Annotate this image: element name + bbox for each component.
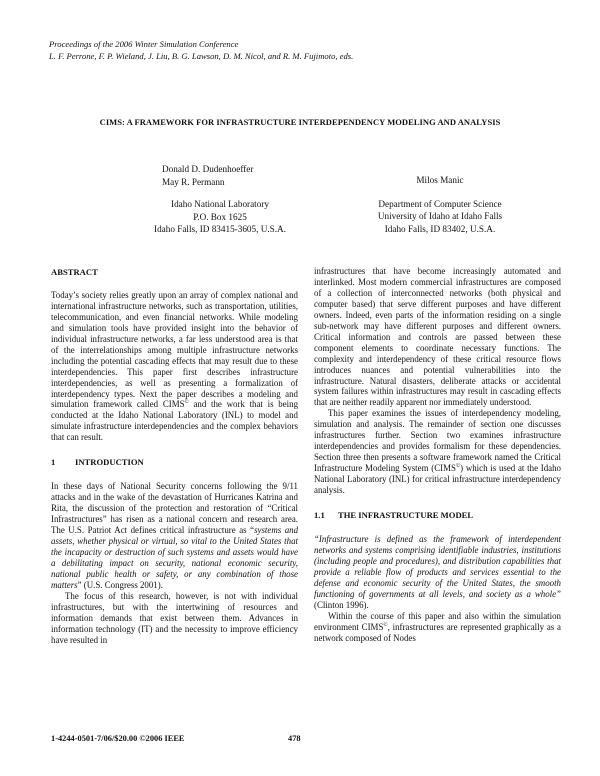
affiliation-left: [120, 198, 320, 236]
authors-right: [330, 174, 550, 235]
affiliation-org: Idaho National Laboratory: [171, 199, 269, 209]
paper-title: CIMS: A FRAMEWORK FOR INFRASTRUCTURE INTERDEPENDENCY MODELING AND ANALYSIS: [99, 117, 501, 127]
intro-paragraph-1: In these days of National Security concerns following the 9/11 attacks and in the wake of the devastation of Hurricanes Katrina and Rita, the discussion of the protection and restoration of “Critical Infrastructures” has risen as a national concern and research area. The U.S. Patriot Act defines critical infrastructure as “systems and assets, whether physical or virtual, so vital to the United States that the incapacity or destruction of such systems and assets would have a debilitating impact on security, national economic security, national public health or safety, or any combination of those matters” (U.S. Congress 2001).: [51, 481, 299, 590]
affiliation-box: P.O. Box 1625: [193, 211, 247, 222]
author-name-1: Donald D. Dudenhoeffer: [162, 164, 254, 174]
affiliation-city-right: Idaho Falls, ID 83402, U.S.A.: [384, 223, 496, 234]
page-number: 478: [288, 734, 301, 743]
intro-heading: 1 INTRODUCTION: [51, 457, 144, 468]
section-1-1-heading: 1.1 THE INFRASTRUCTURE MODEL: [314, 510, 474, 521]
authors-left: [162, 163, 253, 188]
right-column: [314, 266, 561, 644]
affiliation-city: Idaho Falls, ID 83415-3605, U.S.A.: [154, 224, 286, 234]
affiliation-dept: Department of Computer Science: [378, 198, 502, 209]
section-1-1-paragraph: Within the course of this paper and also within the simulation environment CIMS©, infrastructures are represented graphically as a network composed of Nodes: [314, 610, 561, 643]
proceedings-line: Proceedings of the 2006 Winter Simulation Conference: [49, 39, 239, 49]
affiliation-univ: University of Idaho at Idaho Falls: [377, 211, 503, 221]
abstract-heading: ABSTRACT: [51, 267, 98, 277]
isbn-footer: 1-4244-0501-7/06/$20.00 ©2006 IEEE: [51, 734, 185, 743]
author-name-2: May R. Permann: [162, 176, 225, 187]
intro-paragraph-3: This paper examines the issues of interdependency modeling, simulation and analysis. The remainder of section one discusses infrastructures further. Section two examines infrastructure interdependencies and provides formalism for these dependencies. Section three then presents a software framework named the Critical Infrastructure Modeling System (CIMS©) which is used at the Idaho National Laboratory (INL) for critical infrastructure interdependency analysis.: [314, 408, 561, 496]
author-name-3: Milos Manic: [416, 175, 464, 185]
abstract-text: Today’s society relies greatly upon an array of complex national and international infrastructure networks, such as transportation, utilities, telecommunication, and even financial networks. While modeling and simulation tools have provided insight into the behavior of individual infrastructure networks, a far less understood area is that of the interrelationships among multiple infrastructure networks including the potential cascading effects that may result due to these interdependencies. This paper first describes infrastructure interdependencies, as well as presenting a formalization of interdependency types. Next the paper describes a modeling and simulation framework called CIMS© and the work that is being conducted at the Idaho National Laboratory (INL) to model and simulate infrastructure interdependencies and the complex behaviors that can result.: [51, 289, 299, 443]
infrastructure-definition-quote: “Infrastructure is defined as the framework of interdependent networks and systems comprising identifiable industries, institutions (including people and procedures), and distribution capabilities that provide a reliable flow of products and services essential to the defense and economic security of the United States, the smooth functioning of governments at all levels, and society as a whole” (Clinton 1996).: [314, 533, 561, 610]
intro-paragraph-2-continued: infrastructures that have become increasingly automated and interlinked. Most modern commercial infrastructures are composed of a collection of interconnected networks (both physical and computer based) that serve different purposes and have different owners. Indeed, even parts of the information residing on a single sub-network may have different purposes and different owners. Critical information and controls are passed between these component elements to coordinate necessary functions. The complexity and interdependency of these critical resource flows introduces nuances and potential vulnerabilities into the infrastructure. Natural disasters, deliberate attacks or accidental system failures within infrastructures may result in cascading effects that are neither readily apparent nor immediately understood.: [314, 266, 561, 408]
intro-paragraph-2: The focus of this research, however, is not with individual infrastructures, but with the intertwining of resources and information demands that exist between them. Advances in information technology (IT) and the necessity to improve efficiency have resulted in: [51, 590, 298, 645]
left-column: [51, 267, 298, 646]
editors-line: L. F. Perrone, F. P. Wieland, J. Liu, B. G. Lawson, D. M. Nicol, and R. M. Fujimoto, eds.: [49, 51, 354, 61]
